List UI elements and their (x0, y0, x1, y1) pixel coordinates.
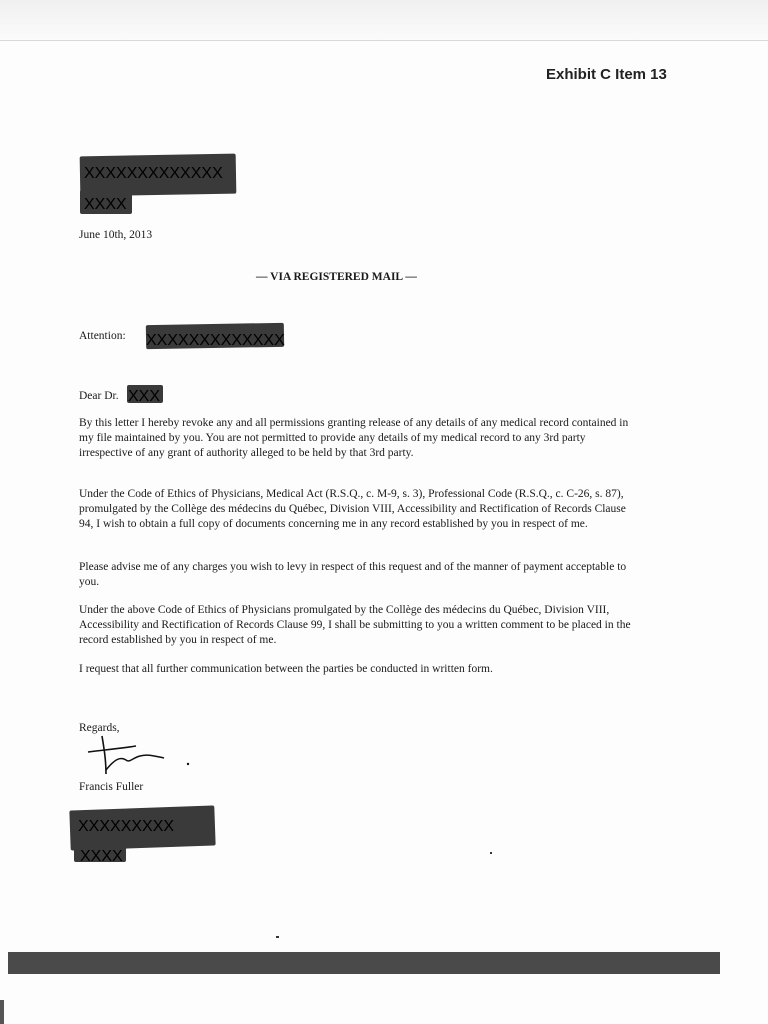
salutation-text: Dear Dr. (79, 390, 119, 402)
signer-name: Francis Fuller (79, 781, 144, 793)
closing-regards: Regards, (79, 722, 120, 734)
body-paragraph-5: I request that all further communication between the parties be conducted in written form. (79, 663, 493, 675)
delivery-method: — VIA REGISTERED MAIL — (256, 271, 417, 283)
sender-name-redacted: XXXXXXXXXXXXX (84, 165, 223, 182)
scan-speck (276, 936, 279, 938)
scan-speck (490, 852, 492, 854)
handwritten-signature (84, 730, 194, 780)
scan-left-edge (0, 1000, 4, 1024)
body-paragraph-2: Under the Code of Ethics of Physicians, Medical Act (R.S.Q., c. M-9, s. 3), Professional Code (R.S.Q., c. C-26, s. 87), promulgated by the Collège des médecins du Québec, Division VIII, Accessibility and Rectification of Records Clause 94, I wish to obtain a full copy of documents concerning me in any record established by you in respect of me. (79, 488, 626, 530)
exhibit-label: Exhibit C Item 13 (546, 66, 667, 83)
attention-label: Attention: (79, 330, 126, 342)
scan-footer-bar (8, 952, 720, 974)
address-line1-redacted: XXXXXXXXX (78, 818, 175, 835)
body-paragraph-3: Please advise me of any charges you wish to levy in respect of this request and of the manner of payment acceptable to you. (79, 561, 627, 588)
body-paragraph-1: By this letter I hereby revoke any and all permissions granting release of any details of any medical record contained in my file maintained by you. You are not permitted to provide any details of my medical record to any 3rd party irrespective of any grant of authority alleged to be held by that 3rd party. (79, 417, 629, 459)
attention-redacted: XXXXXXXXXXXXX (146, 332, 285, 349)
address-line2-redacted: XXXX (80, 848, 123, 865)
scan-top-edge (0, 0, 768, 41)
sender-line2-redacted: XXXX (84, 196, 127, 213)
salutation-name-redacted: XXX (128, 388, 161, 405)
body-paragraph-4: Under the above Code of Ethics of Physicians promulgated by the Collège des médecins du Québec, Division VIII, Accessibility and Rectification of Records Clause 99, I shall be submitting to you a written comment to be placed in the record established by you in respect of me. (79, 604, 631, 646)
letter-date: June 10th, 2013 (79, 229, 153, 241)
